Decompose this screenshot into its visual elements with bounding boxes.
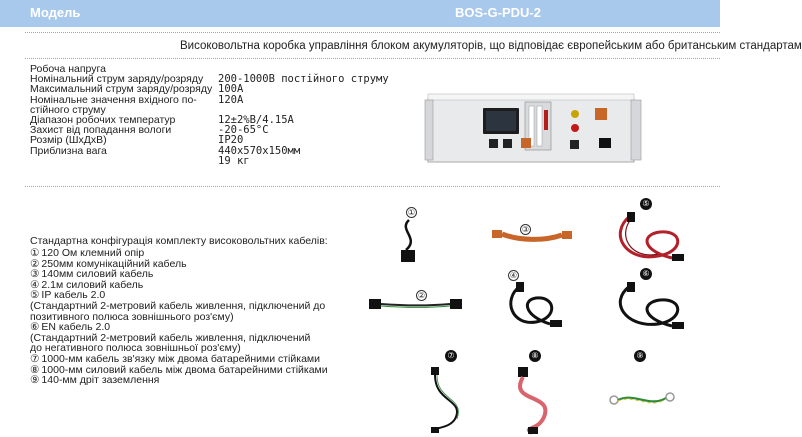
config-item-text: 1000-мм силовий кабель між двома батарейними стійками: [41, 363, 328, 376]
cable-5-image: [614, 210, 694, 270]
cable-number-4: ④: [509, 271, 518, 280]
spec-label: стійного струму: [30, 103, 106, 116]
cable-number-7: ⑦: [445, 350, 457, 362]
cable-9-image: [606, 388, 680, 410]
spec-value: IP20: [218, 134, 244, 147]
cable-number-8: ⑧: [529, 350, 541, 362]
spec-value: 100A: [218, 83, 244, 96]
spec-label: Максимальний струм заряду/розряду: [30, 83, 213, 96]
cable-2-image: [368, 294, 464, 314]
config-item-number: ④: [30, 278, 40, 291]
model-header-bar: [0, 0, 720, 27]
divider-mid: [25, 58, 720, 59]
spec-label: Номінальний струм заряду/розряду: [30, 73, 204, 86]
cable-number-3: ③: [521, 225, 530, 234]
cable-number-9: ⑨: [634, 350, 646, 362]
spec-label: Робоча напруга: [30, 63, 106, 75]
cable-number-2: ②: [417, 291, 426, 300]
cable-6-image: [614, 280, 694, 334]
cable-8-image: [508, 363, 568, 435]
pdu-device-image: [425, 92, 647, 170]
config-item-text: (Стандартний 2-метровий кабель живлення, підключений: [30, 331, 311, 344]
cable-1-image: [392, 220, 426, 270]
config-item-text: 2.1м силовий кабель: [41, 278, 144, 291]
spec-label: Захист від попадання вологи: [30, 124, 172, 137]
cable-number-5: ⑤: [640, 198, 652, 210]
config-item: [30, 375, 159, 386]
product-description: Високовольтна коробка управління блоком акумуляторів, що відповідає європейським або британським стандартам: [180, 40, 802, 52]
divider-bottom: [25, 186, 720, 187]
cable-number-6: ⑥: [640, 268, 652, 280]
cable-4-image: [506, 280, 566, 334]
config-item-text: до негативного полюса зовнішньої роз'єму): [30, 342, 241, 355]
cable-3-image: [490, 223, 575, 248]
config-item-text: 1000-мм кабель зв'язку між двома батарейними стійками: [41, 353, 320, 365]
spec-label: Розмір (ШхДхВ): [30, 134, 107, 147]
spec-value: 19 кг: [218, 154, 250, 167]
spec-value: 440x570x150мм: [218, 144, 301, 157]
config-item-text: 120 Ом клемний опір: [41, 247, 145, 259]
spec-label: Діапазон робочих температур: [30, 114, 176, 126]
config-item-text: IP кабель 2.0: [41, 289, 106, 302]
config-item-number: ⑥: [30, 321, 40, 334]
model-label: Модель: [30, 5, 81, 20]
config-item-text: (Стандартний 2-метровий кабель живлення, підключений до: [30, 300, 326, 312]
config-item-number: ⑨: [30, 374, 40, 387]
cable-7-image: [425, 363, 475, 435]
config-item-number: ③: [30, 268, 40, 281]
divider-top: [25, 32, 720, 33]
config-item-text: 140мм силовий кабель: [41, 268, 154, 281]
cable-number-1: ①: [407, 208, 416, 217]
spec-value: -20-65°C: [218, 124, 269, 137]
config-item-text: 140-мм дріт заземлення: [41, 374, 160, 387]
config-item-number: ⑦: [30, 353, 40, 365]
model-name: BOS-G-PDU-2: [455, 5, 541, 20]
config-item-text: 250мм комунікаційний кабель: [41, 257, 187, 270]
spec-value: 200-1000В постійного струму: [218, 73, 389, 86]
config-item-number: ⑤: [30, 289, 40, 302]
config-item-number: ⑧: [30, 363, 40, 376]
spec-label: Приблизна вага: [30, 144, 107, 157]
spec-label: Номінальне значення вхідного по-: [30, 93, 197, 106]
config-item-text: позитивного полюса зовнішнього роз'єму): [30, 310, 234, 323]
config-item-number: ①: [30, 247, 40, 259]
config-item-text: EN кабель 2.0: [41, 321, 111, 334]
spec-value: 120A: [218, 93, 244, 106]
config-title: Стандартна конфігурація комплекту високовольтних кабелів:: [30, 235, 328, 247]
config-item-number: ②: [30, 257, 40, 270]
spec-value: 12±2%В/4.15A: [218, 114, 294, 126]
